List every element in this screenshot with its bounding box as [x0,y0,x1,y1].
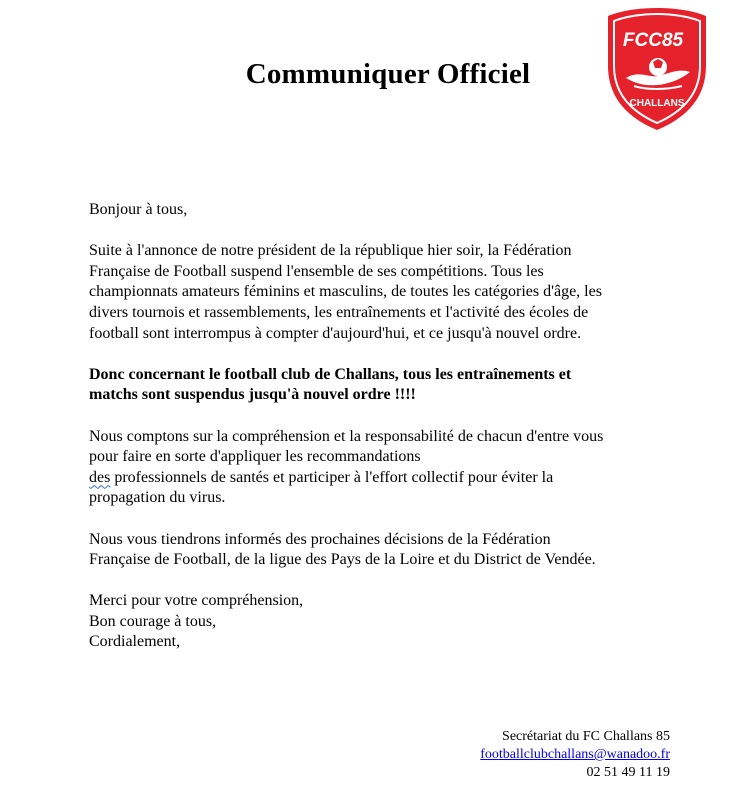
text-line: Nous vous tiendrons informés des prochaines décisions de la Fédération [89,530,551,548]
text-line [89,468,709,489]
text-line: football sont interrompus à compter d'aujourd'hui, et ce jusqu'à nouvel ordre. [89,324,582,342]
spellcheck-word: des [89,468,111,486]
secretariat-label: Secrétariat du FC Challans 85 [502,729,670,744]
text-line: Bon courage à tous, [89,612,217,630]
greeting: Bonjour à tous, [89,201,188,218]
text-line: matchs sont suspendus jusqu'à nouvel ordre !!!! [89,386,416,404]
signature-block [480,728,670,782]
text-line: Nous comptons sur la compréhension et la responsabilité de chacun d'entre vous [89,427,604,445]
phone-number: 02 51 49 11 19 [586,765,670,780]
text-line: Donc concernant le football club de Challans, tous les entraînements et [89,365,572,383]
closing [89,591,709,653]
logo-text-top: FCC85 [622,30,684,51]
text-line: divers tournois et rassemblements, les entraînements et l'activité des écoles de [89,303,589,321]
text-line: championnats amateurs féminins et masculins, de toutes les catégories d'âge, les [89,283,602,301]
paragraph-suspension-notice [89,365,709,406]
text-fragment: professionnels de santés et participer à l'effort collectif pour éviter la [110,468,554,486]
text-line: Française de Football, de la ligue des Pays de la Loire et du District de Vendée. [89,551,596,569]
paragraph-responsibility [89,427,709,509]
document-title [0,58,756,91]
text-line: pour faire en sorte d'appliquer les recommandations [89,448,421,466]
text-line: Française de Football suspend l'ensemble de ses compétitions. Tous les [89,262,544,280]
text-line: Merci pour votre compréhension, [89,592,304,610]
paragraph-announcement [89,241,709,344]
title-text: Communiquer Officiel [245,58,531,90]
letter-body [89,200,709,674]
text-line: Suite à l'annonce de notre président de la république hier soir, la Fédération [89,242,572,260]
text-line: propagation du virus. [89,489,226,507]
text-line: Cordialement, [89,633,181,651]
logo-text-bottom: CHALLANS [629,98,685,109]
paragraph-information [89,530,709,571]
email-link[interactable]: footballclubchallans@wanadoo.fr [480,747,670,762]
